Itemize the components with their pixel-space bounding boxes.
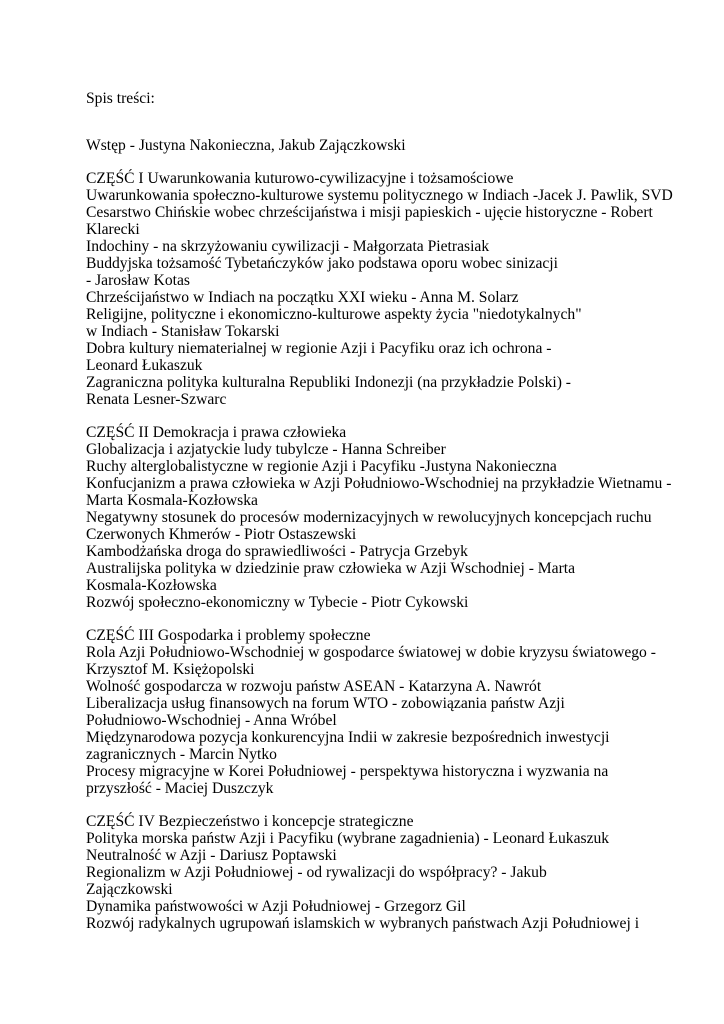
toc-entry-line: Czerwonych Khmerów - Piotr Ostaszewski xyxy=(86,526,357,543)
toc-entry-line: Cesarstwo Chińskie wobec chrześcijaństwa i misji papieskich - ujęcie historyczne - Robert xyxy=(86,204,653,221)
toc-entry-line: Dobra kultury niematerialnej w regionie Azji i Pacyfiku oraz ich ochrona - xyxy=(86,340,552,357)
toc-entry-line: Leonard Łukaszuk xyxy=(86,357,203,374)
toc-heading: Spis treści: xyxy=(86,90,155,107)
toc-entry-line: przyszłość - Maciej Duszczyk xyxy=(86,780,274,797)
toc-entry-line: Rola Azji Południowo-Wschodniej w gospodarce światowej w dobie kryzysu światowego - xyxy=(86,644,656,661)
toc-entry-line: Renata Lesner-Szwarc xyxy=(86,391,227,408)
toc-entry-line: Kosmala-Kozłowska xyxy=(86,577,217,594)
toc-entry-line: Procesy migracyjne w Korei Południowej - perspektywa historyczna i wyzwania na xyxy=(86,763,609,780)
toc-entry-line: - Jarosław Kotas xyxy=(86,272,190,289)
toc-entry-line: Zajączkowski xyxy=(86,881,173,898)
part-2-title: CZĘŚĆ II Demokracja i prawa człowieka xyxy=(86,424,347,441)
toc-entry-line: Zagraniczna polityka kulturalna Republiki Indonezji (na przykładzie Polski) - xyxy=(86,374,571,391)
toc-entry-line: Neutralność w Azji - Dariusz Poptawski xyxy=(86,847,337,864)
toc-intro: Wstęp - Justyna Nakonieczna, Jakub Zajączkowski xyxy=(86,137,406,154)
toc-entry-line: Liberalizacja usług finansowych na forum WTO - zobowiązania państw Azji xyxy=(86,695,565,712)
part-4-title: CZĘŚĆ IV Bezpieczeństwo i koncepcje strategiczne xyxy=(86,813,414,830)
part-1-title: CZĘŚĆ I Uwarunkowania kuturowo-cywilizacyjne i tożsamościowe xyxy=(86,170,514,187)
toc-entry-line: Wolność gospodarcza w rozwoju państw ASEAN - Katarzyna A. Nawrót xyxy=(86,678,542,695)
toc-entry-line: Chrześcijaństwo w Indiach na początku XXI wieku - Anna M. Solarz xyxy=(86,289,519,306)
toc-entry-line: Ruchy alterglobalistyczne w regionie Azji i Pacyfiku -Justyna Nakonieczna xyxy=(86,458,557,475)
toc-entry-line: Klarecki xyxy=(86,221,140,238)
toc-entry-line: Polityka morska państw Azji i Pacyfiku (wybrane zagadnienia) - Leonard Łukaszuk xyxy=(86,830,610,847)
part-3-title: CZĘŚĆ III Gospodarka i problemy społeczne xyxy=(86,627,371,644)
toc-entry-line: Uwarunkowania społeczno-kulturowe systemu politycznego w Indiach -Jacek J. Pawlik, SVD xyxy=(86,187,673,204)
toc-entry-line: Indochiny - na skrzyżowaniu cywilizacji - Małgorzata Pietrasiak xyxy=(86,238,490,255)
toc-entry-line: Globalizacja i azjatyckie ludy tubylcze - Hanna Schreiber xyxy=(86,441,446,458)
toc-entry-line: zagranicznych - Marcin Nytko xyxy=(86,746,277,763)
toc-entry-line: Międzynarodowa pozycja konkurencyjna Indii w zakresie bezpośrednich inwestycji xyxy=(86,729,610,746)
toc-entry-line: Marta Kosmala-Kozłowska xyxy=(86,492,258,509)
toc-entry-line: Krzysztof M. Księżopolski xyxy=(86,661,255,678)
toc-entry-line: Negatywny stosunek do procesów modernizacyjnych w rewolucyjnych koncepcjach ruchu xyxy=(86,509,652,526)
toc-entry-line: Buddyjska tożsamość Tybetańczyków jako podstawa oporu wobec sinizacji xyxy=(86,255,558,272)
toc-entry-line: Kambodżańska droga do sprawiedliwości - Patrycja Grzebyk xyxy=(86,543,468,560)
toc-entry-line: Rozwój radykalnych ugrupowań islamskich w wybranych państwach Azji Południowej i xyxy=(86,915,640,932)
toc-entry-line: Religijne, polityczne i ekonomiczno-kulturowe aspekty życia "niedotykalnych" xyxy=(86,306,582,323)
toc-entry-line: Australijska polityka w dziedzinie praw człowieka w Azji Wschodniej - Marta xyxy=(86,560,576,577)
toc-entry-line: w Indiach - Stanisław Tokarski xyxy=(86,323,280,340)
toc-entry-line: Regionalizm w Azji Południowej - od rywalizacji do współpracy? - Jakub xyxy=(86,864,547,881)
toc-entry-line: Rozwój społeczno-ekonomiczny w Tybecie - Piotr Cykowski xyxy=(86,594,469,611)
toc-entry-line: Dynamika państwowości w Azji Południowej - Grzegorz Gil xyxy=(86,898,466,915)
toc-entry-line: Konfucjanizm a prawa człowieka w Azji Południowo-Wschodniej na przykładzie Wietnamu - xyxy=(86,475,672,492)
toc-entry-line: Południowo-Wschodniej - Anna Wróbel xyxy=(86,712,337,729)
